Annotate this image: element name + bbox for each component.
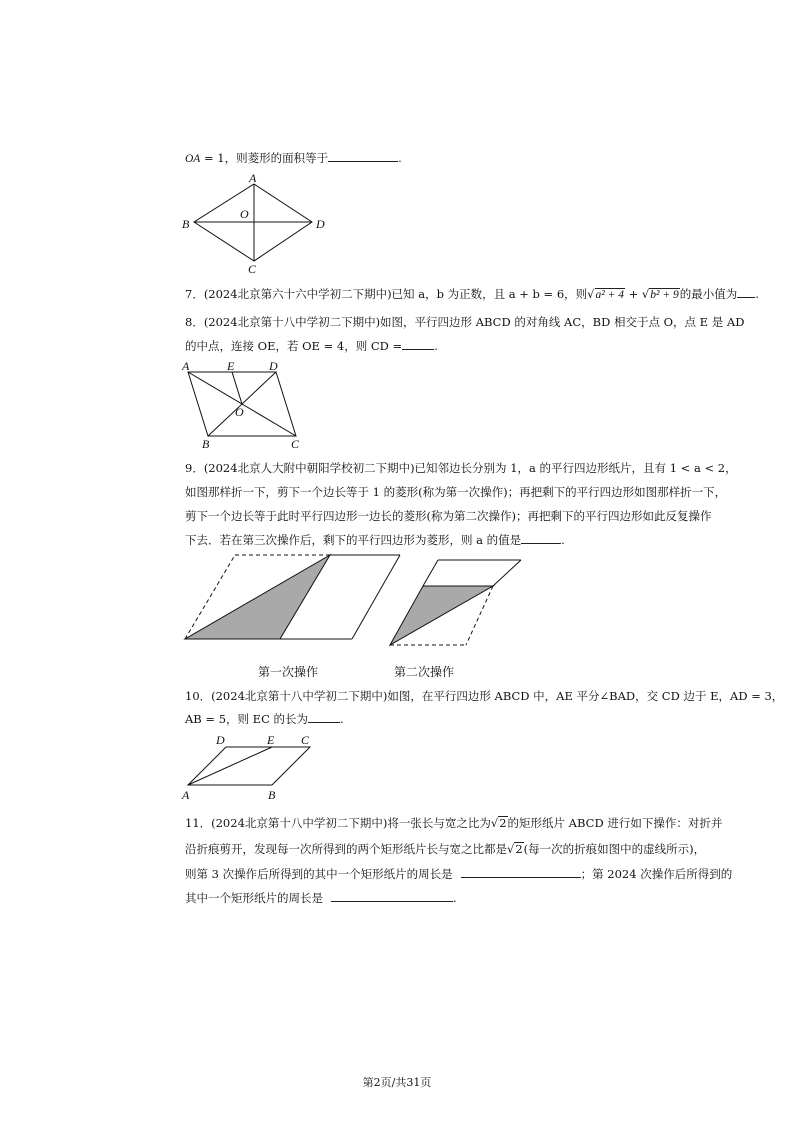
q7-radical-1: a² + 4 [595,289,624,301]
q11-text-2b: (每一次的折痕如图中的虚线所示)， [523,842,706,856]
q9-caption-2: 第二次操作 [394,665,455,679]
q11-text-2a: 沿折痕剪开，发现每一次所得到的两个矩形纸片长与宽之比都是 [185,842,507,856]
q9-line2: 如图那样折一下，剪下一个边长等于 1 的菱形(称为第一次操作)；再把剩下的平行四边形如图那样折一下， [185,485,727,499]
q6-oa: OA [185,153,201,165]
q11-line1: 11．(2024北京第十八中学初二下期中)将一张长与宽之比为√2的矩形纸片 ABCD 进行如下操作：对折并 [185,816,723,830]
q8-line2 [185,338,438,354]
q9-line4 [185,532,565,548]
q7-radical-2: b² + 9 [650,289,679,301]
q10-text-a: AB = 5，则 EC 的长为 [185,712,309,726]
q11-text-1a: 11．(2024北京第十八中学初二下期中)将一张长与宽之比为 [185,816,491,830]
q8-label-d: D [269,359,278,373]
q11-line2: 沿折痕剪开，发现每一次所得到的两个矩形纸片长与宽之比都是√2(每一次的折痕如图中的虚线所示)， [185,842,706,856]
q8-label-b: B [202,437,210,451]
q9-caption-1: 第一次操作 [258,665,319,679]
q8-line1: 8．(2024北京第十八中学初二下期中)如图，平行四边形 ABCD 的对角线 AC，BD 相交于点 O，点 E 是 AD [185,315,745,329]
q7-suffix: 的最小值为 [679,287,738,301]
q9-line3: 剪下一个边长等于此时平行四边形一边长的菱形(称为第二次操作)；再把剩下的平行四边形如此反复操作 [185,509,712,523]
q10-answer-blank[interactable] [308,711,340,723]
q10-label-e: E [267,733,275,747]
q10-label-d: D [216,733,225,747]
q6-label-c: C [248,262,257,276]
q8-label-e: E [227,359,235,373]
q7-text: 7．(2024北京第六十六中学初二下期中)已知 a，b 为正数，且 a + b = 6，则√a² + 4 + √b² + 9的最小值为 . [185,287,759,301]
q11-sqrt-1: 2 [499,816,507,830]
q6-label-o: O [240,207,249,221]
q10-label-a: A [182,788,190,802]
q8-label-c: C [291,437,300,451]
q6-label-b: B [182,217,190,231]
q9-answer-blank[interactable] [521,532,561,544]
q10-parallelogram-figure [180,732,320,804]
q11-answer-blank-2[interactable] [331,890,453,902]
q8-parallelogram-figure [180,358,310,453]
q7-plus: + [624,287,642,301]
q8-answer-blank[interactable] [402,338,434,350]
q7-answer-blank[interactable] [737,286,755,298]
q11-answer-blank-1[interactable] [461,866,581,878]
q9-end: . [561,533,565,547]
q7-end: . [755,287,759,301]
q7-prefix: 7．(2024北京第六十六中学初二下期中)已知 a，b 为正数，且 a + b = 6，则 [185,287,588,301]
q10-label-b: B [268,788,276,802]
q11-text-3b: ；第 2024 次操作后所得到的 [580,867,733,881]
q6-label-d: D [316,217,325,231]
q11-line4 [185,890,457,906]
q6-end: . [398,151,402,165]
q11-text-1b: 的矩形纸片 ABCD 进行如下操作：对折并 [507,816,723,830]
q6-text-a: = 1，则菱形的面积等于 [200,151,329,165]
q11-line3 [185,866,732,882]
q9-second-operation-figure [386,556,526,648]
q10-end: . [340,712,344,726]
q9-line1: 9．(2024北京人大附中朝阳学校初二下期中)已知邻边长分别为 1，a 的平行四边形纸片，且有 1 < a < 2， [185,461,737,475]
q8-label-o: O [235,405,244,419]
q8-label-a: A [182,359,190,373]
q6-label-a: A [249,171,257,185]
q8-end: . [434,339,438,353]
q9-first-operation-figure [180,552,405,644]
q6-answer-blank[interactable] [328,150,398,162]
q11-text-4a: 其中一个矩形纸片的周长是 [185,891,323,905]
q10-line2 [185,711,344,727]
q6-rhombus-figure [180,172,330,277]
q11-sqrt-2: 2 [515,842,523,856]
q9-text-a: 下去．若在第三次操作后，剩下的平行四边形为菱形，则 a 的值是 [185,533,522,547]
q10-line1: 10．(2024北京第十八中学初二下期中)如图，在平行四边形 ABCD 中，AE 平分∠BAD，交 CD 边于 E，AD = 3， [185,689,784,703]
q11-text-3a: 则第 3 次操作后所得到的其中一个矩形纸片的周长是 [185,867,453,881]
q8-text-a: 的中点，连接 OE，若 OE = 4，则 CD = [185,339,403,353]
page-number: 第2页/共31页 [362,1076,432,1089]
q10-label-c: C [301,733,310,747]
q11-end: . [453,891,457,905]
q6-text [185,150,402,167]
